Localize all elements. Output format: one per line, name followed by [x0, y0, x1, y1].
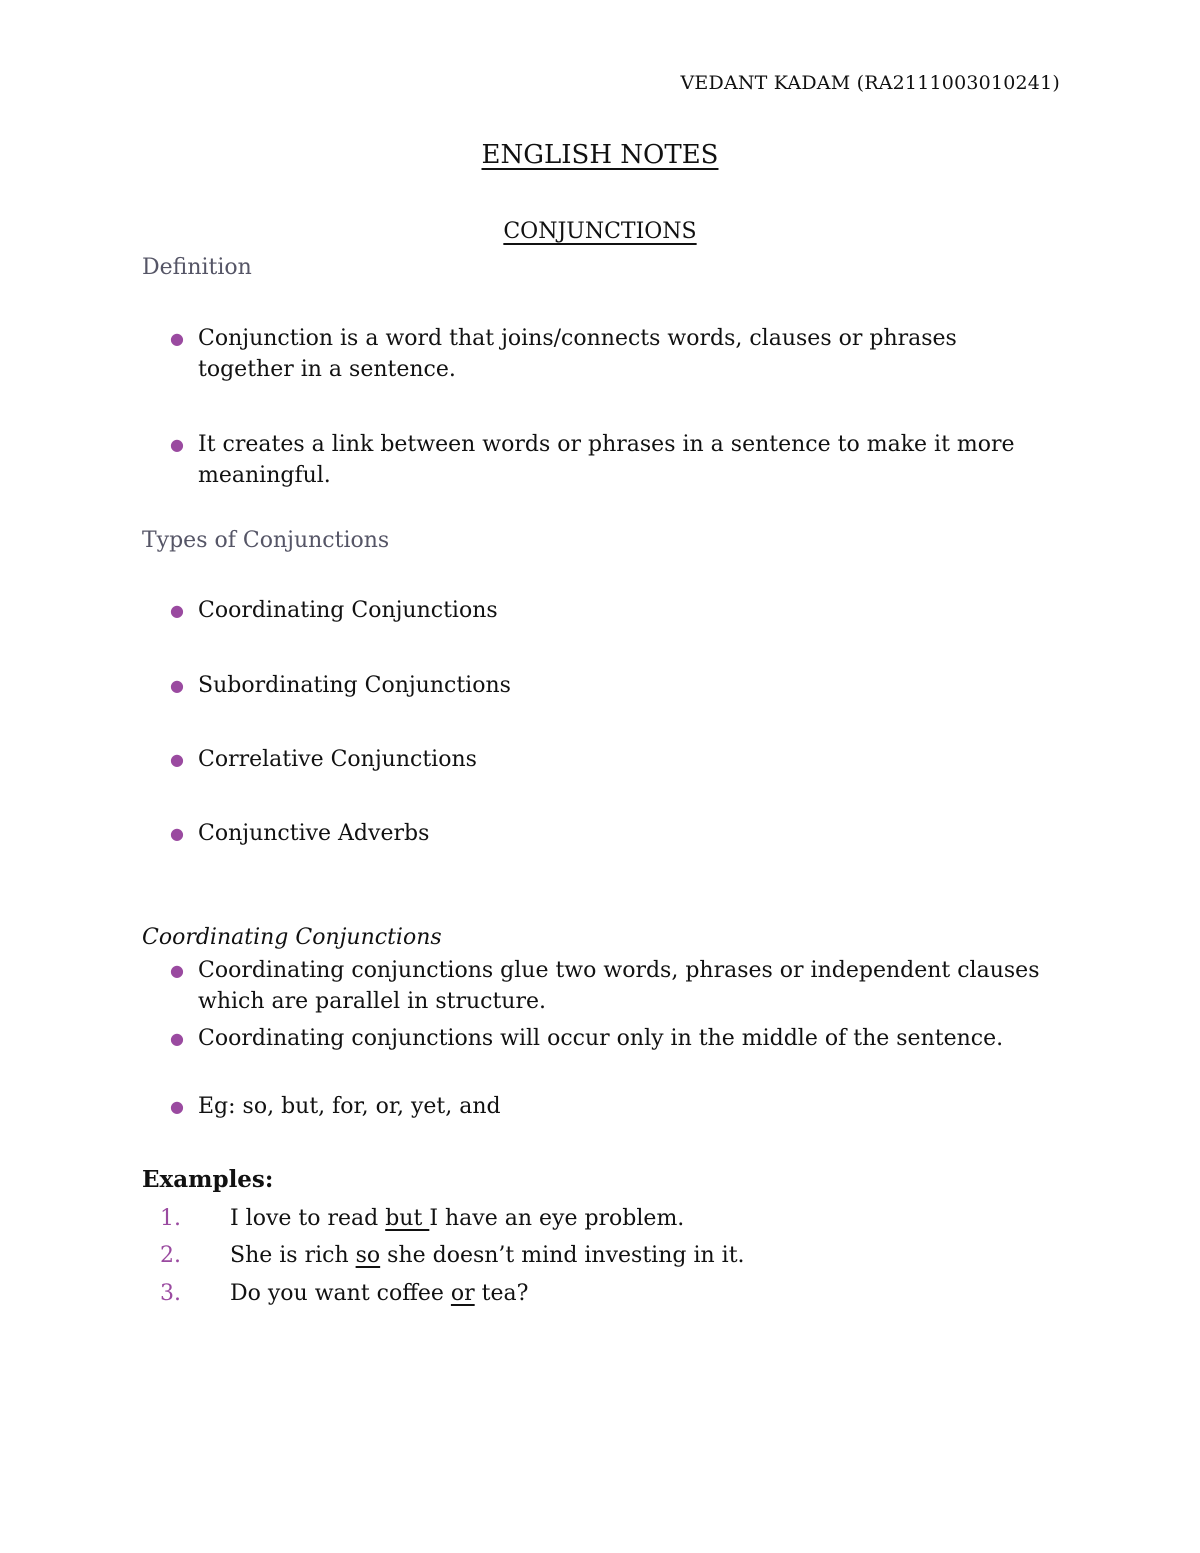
bullet-text: Correlative Conjunctions — [198, 747, 477, 772]
types-bullet — [170, 818, 1040, 849]
example-text-before: She is rich — [230, 1243, 356, 1268]
types-bullet — [170, 595, 1040, 626]
example-text — [230, 1240, 1060, 1271]
bullet-text: Subordinating Conjunctions — [198, 673, 511, 698]
example-conjunction: but — [385, 1206, 430, 1231]
example-text-after: I have an eye problem. — [429, 1206, 685, 1231]
definition-bullet — [170, 429, 1040, 491]
bullet-icon: ● — [170, 1029, 184, 1048]
bullet-text: Conjunction is a word that joins/connects words, clauses or phrases together in a sentence. — [198, 326, 957, 382]
bullet-text: Eg: so, but, for, or, yet, and — [198, 1094, 501, 1119]
example-item — [160, 1278, 1060, 1309]
example-text-before: I love to read — [230, 1206, 386, 1231]
bullet-text: Coordinating Conjunctions — [198, 598, 498, 623]
bullet-icon: ● — [170, 329, 184, 348]
definition-heading: Definition — [142, 255, 252, 280]
examples-heading: Examples: — [142, 1166, 274, 1193]
bullet-text: Coordinating conjunctions glue two words, phrases or independent clauses which are parallel in structure. — [198, 958, 1040, 1014]
definition-bullet — [170, 323, 1040, 385]
example-text — [230, 1278, 1060, 1309]
example-text-after: tea? — [474, 1281, 529, 1306]
coordinating-bullet — [170, 955, 1040, 1017]
example-text — [230, 1203, 1060, 1234]
bullet-icon: ● — [170, 750, 184, 769]
example-conjunction: or — [450, 1281, 475, 1306]
example-text-after: she doesn’t mind investing in it. — [380, 1243, 745, 1268]
bullet-icon: ● — [170, 1097, 184, 1116]
bullet-text: Conjunctive Adverbs — [198, 821, 430, 846]
coordinating-bullet — [170, 1023, 1040, 1054]
bullet-text: Coordinating conjunctions will occur only in the middle of the sentence. — [198, 1026, 1004, 1051]
example-item — [160, 1240, 1060, 1271]
types-bullet — [170, 744, 1040, 775]
bullet-text: It creates a link between words or phrases in a sentence to make it more meaningful. — [198, 432, 1015, 488]
page-title: ENGLISH NOTES — [481, 140, 719, 170]
coordinating-heading: Coordinating Conjunctions — [142, 925, 442, 950]
example-conjunction: so — [355, 1243, 381, 1268]
author-line: VEDANT KADAM (RA2111003010241) — [680, 72, 1060, 94]
example-number: 1. — [160, 1206, 181, 1231]
bullet-icon: ● — [170, 676, 184, 695]
example-text-before: Do you want coffee — [230, 1281, 451, 1306]
bullet-icon: ● — [170, 601, 184, 620]
bullet-icon: ● — [170, 824, 184, 843]
example-item — [160, 1203, 1060, 1234]
example-number: 3. — [160, 1281, 181, 1306]
types-heading: Types of Conjunctions — [142, 528, 390, 553]
bullet-icon: ● — [170, 961, 184, 980]
types-bullet — [170, 670, 1040, 701]
coordinating-bullet — [170, 1091, 1040, 1122]
example-number: 2. — [160, 1243, 181, 1268]
page-subtitle: CONJUNCTIONS — [503, 219, 697, 244]
bullet-icon: ● — [170, 435, 184, 454]
